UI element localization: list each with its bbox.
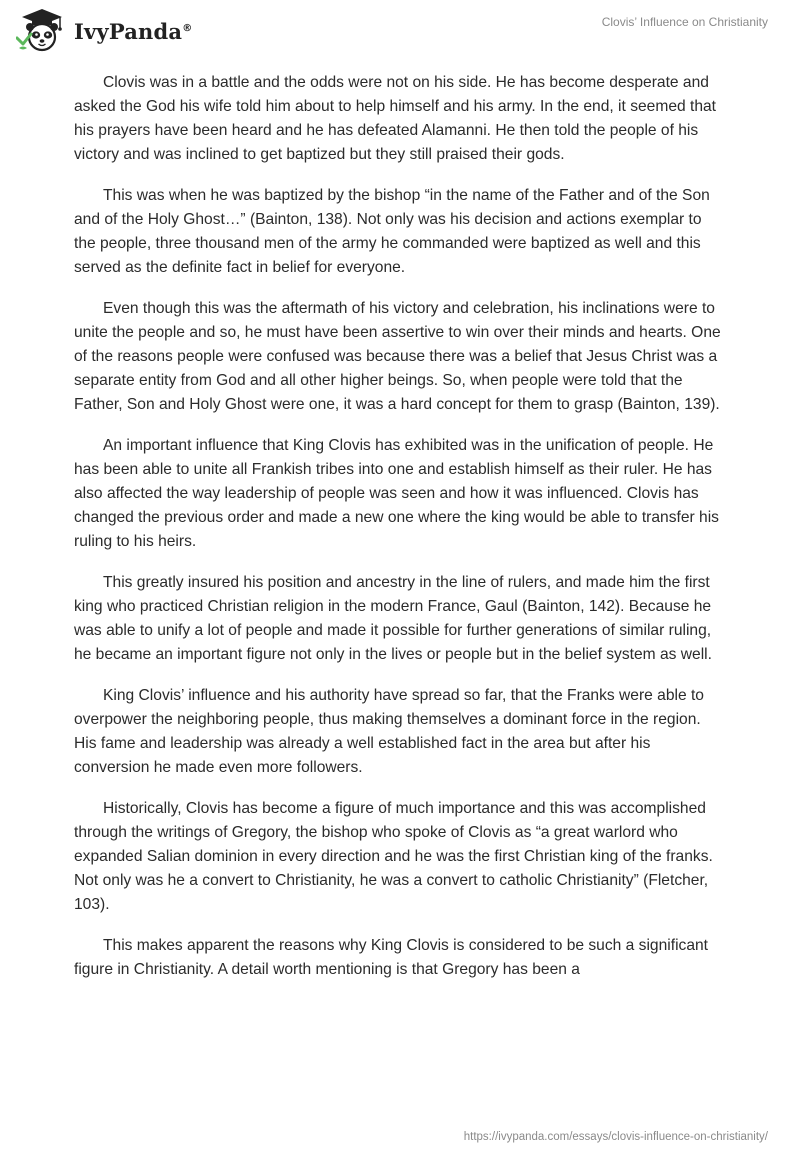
essay-paragraph: This was when he was baptized by the bishop “in the name of the Father and of the Son and of the Holy Ghost…” (Bainton, 138). Not only was his decision and actions exemplar to the people, three thousand men of the army he commanded were baptized as well and this served as the definite fact in belief for everyone. [74,187,710,276]
essay-paragraph: An important influence that King Clovis has exhibited was in the unification of people. He has been able to unite all Frankish tribes into one and establish himself as their ruler. He has also affected the way leadership of people was seen and how it was influenced. Clovis has changed the previous order and made a new one where the king would be able to transfer his ruling to his heirs. [74,437,719,550]
essay-paragraph: Clovis was in a battle and the odds were not on his side. He has become desperate and asked the God his wife told him about to help himself and his army. In the end, it seemed that his prayers have been heard and he has defeated Alamanni. He then told the people of his victory and was inclined to get baptized but they still praised their gods. [74,74,717,163]
essay-paragraph: This makes apparent the reasons why King Clovis is considered to be such a significant figure in Christianity. A detail worth mentioning is that Gregory has been a [74,937,709,978]
page-header [0,0,800,62]
essay-paragraph: This greatly insured his position and ancestry in the line of rulers, and made him the first king who practiced Christian religion in the modern France, Gaul (Bainton, 142). Because he was able to unify a lot of people and made it possible for further generations of similar ruling, he became an important figure not only in the lives or people but in the belief system as well. [74,574,712,663]
essay-paragraph: King Clovis’ influence and his authority have spread so far, that the Franks were able to overpower the neighboring people, thus making themselves a dominant force in the region. His fame and leadership was already a well established fact in the area but after his conversion he made even more followers. [74,687,704,776]
registered-mark: ® [182,22,193,34]
source-url[interactable]: https://ivypanda.com/essays/clovis-influence-on-christianity/ [463,1131,768,1143]
essay-paragraph: Even though this was the aftermath of his victory and celebration, his inclinations were to unite the people and so, he must have been assertive to win over their minds and hearts. One of the reasons people were confused was because there was a belief that Jesus Christ was a separate entity from God and all other higher beings. So, when people were told that the Father, Son and Holy Ghost were one, it was a hard concept for them to grasp (Bainton, 139). [74,300,721,413]
essay-paragraph: Historically, Clovis has become a figure of much importance and this was accomplished through the writings of Gregory, the bishop who spoke of Clovis as “a great warlord who expanded Salian dominion in every direction and he was the first Christian king of the franks. Not only was he a convert to Christianity, he was a convert to catholic Christianity” (Fletcher, 103). [74,800,713,913]
essay-body [74,71,726,999]
document-title: Clovis’ Influence on Christianity [601,15,768,29]
brand-name: IvyPanda® [74,18,193,44]
panda-graduate-icon [16,8,68,54]
brand-logo[interactable] [16,8,192,54]
